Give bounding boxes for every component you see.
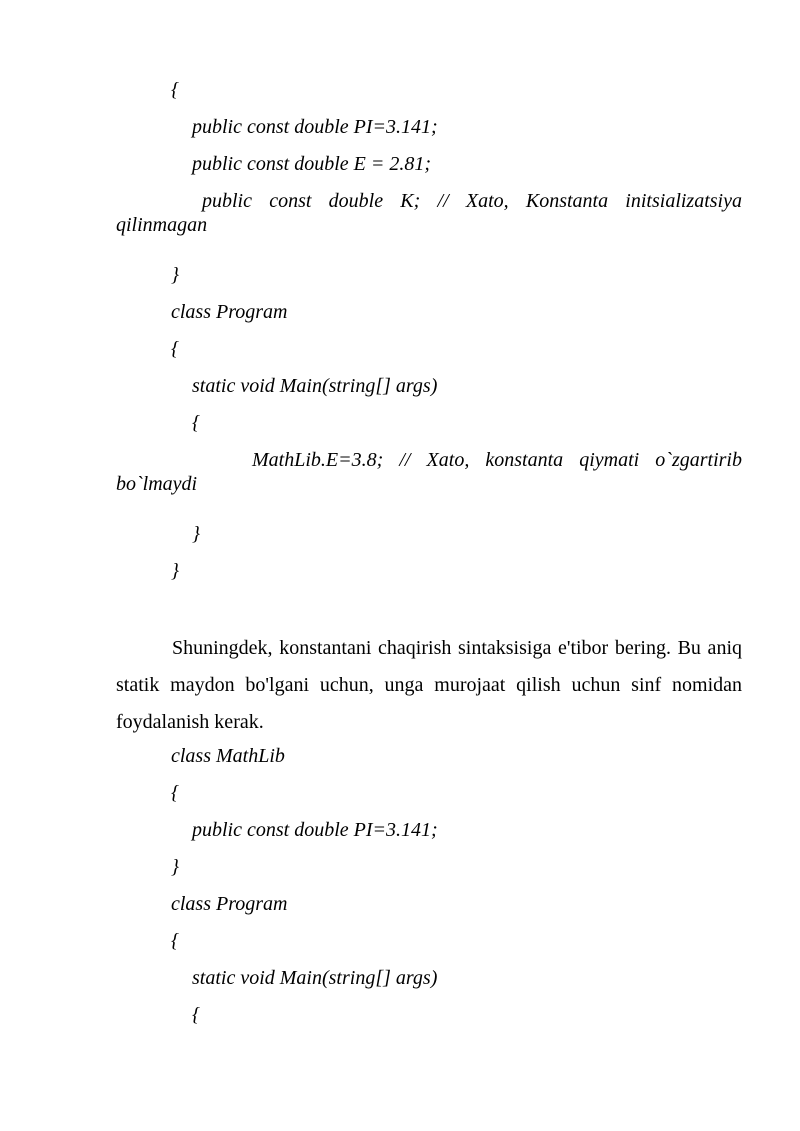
code-line: { [171,338,179,360]
code-line: } [171,264,179,286]
code-line: class MathLib [171,745,285,767]
code-line-wrapped: MathLib.E=3.8; // Xato, konstanta qiymati o`zgartirib bo`lmaydi [116,449,742,495]
code-line: public const double PI=3.141; [192,819,438,841]
code-line: } [192,523,200,545]
body-paragraph: Shuningdek, konstantani chaqirish sintaksisiga e'tibor bering. Bu aniq statik maydon bo'lgani uchun, unga murojaat qilish uchun sinf nomidan foydalanish kerak. [116,637,742,733]
code-line: } [171,560,179,582]
code-line: { [171,782,179,804]
code-line: public const double E = 2.81; [192,153,432,175]
code-line: class Program [171,301,288,323]
code-line-wrapped: public const double K; // Xato, Konstanta initsializatsiya qilinmagan [116,190,742,236]
code-line: { [192,1004,200,1026]
code-line: static void Main(string[] args) [192,375,438,397]
code-line: public const double PI=3.141; [192,116,438,138]
code-line: { [171,79,179,101]
code-line: static void Main(string[] args) [192,967,438,989]
code-line: } [171,856,179,878]
code-line: { [192,412,200,434]
code-line: { [171,930,179,952]
code-line: class Program [171,893,288,915]
